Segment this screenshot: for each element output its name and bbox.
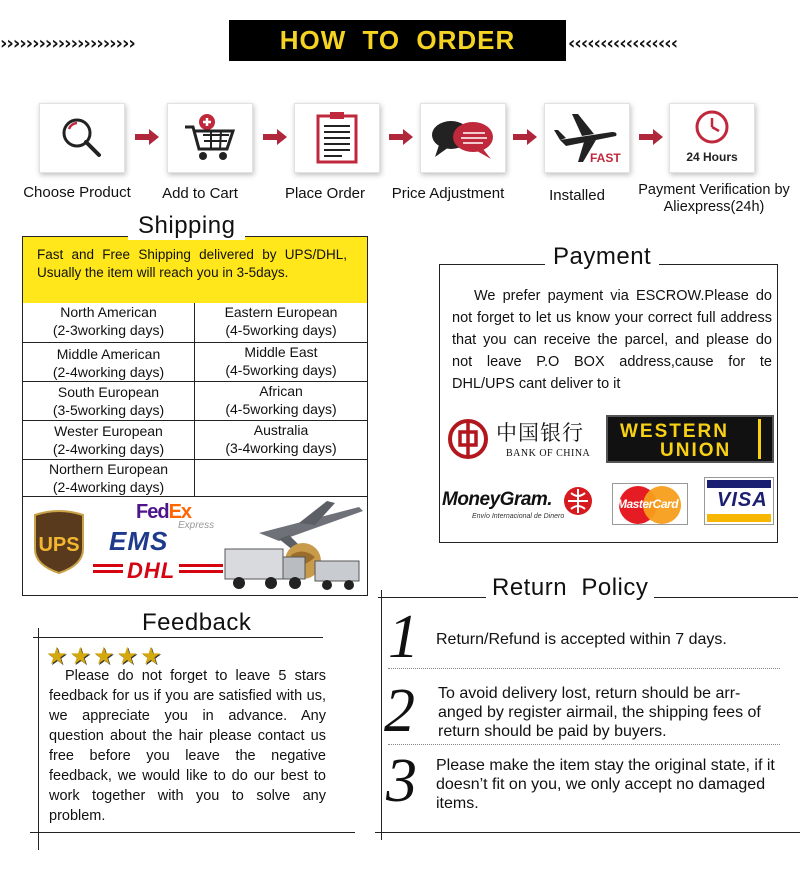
- fedex-logo: FedEx: [136, 501, 192, 523]
- feedback-bottom-line: [30, 832, 355, 833]
- region-cell: Australia (3-4working days): [195, 421, 367, 460]
- page-title: HOW TO ORDER: [229, 20, 566, 61]
- divider: [388, 668, 780, 669]
- step-add-to-cart: [167, 103, 253, 173]
- five-stars-icon: ★★★★★: [46, 643, 164, 670]
- svg-text:UPS: UPS: [38, 534, 80, 556]
- payment-text: We prefer payment via ESCROW.Please do not forget to let us know your correct full address that you can receive the parcel, and please do not leave P.O BOX address,cause for te DHL/UPS cant deliver to it: [452, 288, 772, 392]
- shipping-note: Fast and Free Shipping delivered by UPS/DHL, Usually the item will reach you in 3-5days.: [23, 237, 367, 303]
- return-number-1: 1: [388, 603, 419, 671]
- return-item-2: To avoid delivery lost, return should be arr-anged by register airmail, the shipping fees of return should be paid by buyers.: [438, 685, 761, 740]
- region-cell: South European (3-5working days): [23, 382, 195, 421]
- fedex-express-label: Express: [178, 520, 215, 531]
- bank-of-china-icon: [448, 419, 488, 459]
- clock-icon: [677, 109, 747, 167]
- shipping-table: [22, 236, 368, 596]
- magnifier-icon: [57, 113, 107, 163]
- return-item-3: Please make the item stay the original state, if it doesn’t fit on you, we only accept no damaged items.: [436, 757, 775, 812]
- chevron-decoration-right: ‹‹‹‹‹‹‹‹‹‹‹‹‹‹‹‹‹: [568, 33, 678, 54]
- return-bottom-line: [375, 832, 800, 833]
- arrow-right-icon: [389, 127, 413, 147]
- arrow-right-icon: [135, 127, 159, 147]
- ems-logo: EMS: [109, 526, 169, 556]
- shipping-heading: Shipping: [128, 212, 245, 240]
- 24-hours-badge: 24 Hours: [686, 150, 738, 164]
- step-payment-verification: [669, 103, 755, 173]
- step-label-add-to-cart: Add to Cart: [162, 185, 238, 202]
- return-item-1: Return/Refund is accepted within 7 days.: [436, 631, 727, 648]
- step-place-order: [294, 103, 380, 173]
- return-policy-heading: Return Policy: [486, 574, 654, 602]
- truck-plane-globe-icon: [219, 499, 365, 593]
- payment-box: [439, 264, 778, 543]
- airplane-icon: [552, 110, 622, 166]
- dhl-logo: DHL: [93, 560, 223, 582]
- moneygram-globe-icon: [562, 485, 594, 517]
- region-cell: Middle East (4-5working days): [195, 343, 367, 382]
- region-cell: Middle American (2-4working days): [23, 343, 195, 382]
- region-cell: Northern European (2-4working days): [23, 460, 195, 497]
- visa-logo: VISA: [704, 477, 774, 525]
- step-label-place-order: Place Order: [284, 185, 366, 202]
- step-price-adjustment: [420, 103, 506, 173]
- carrier-logos: [23, 497, 367, 595]
- arrow-right-icon: [639, 127, 663, 147]
- speech-bubbles-icon: [429, 113, 497, 163]
- bank-of-china-logo: 中国银行 BANK OF CHINA: [448, 415, 598, 463]
- region-cell: Wester European (2-4working days): [23, 421, 195, 460]
- step-installed: [544, 103, 630, 173]
- region-cell: North American (2-3working days): [23, 303, 195, 343]
- return-left-line: [381, 590, 382, 840]
- moneygram-logo: MoneyGram. Envío Internacional de Dinero: [442, 489, 596, 525]
- step-label-price-adjustment: Price Adjustment: [391, 185, 505, 202]
- western-union-logo: WESTERN UNION: [606, 415, 774, 463]
- feedback-text: Please do not forget to leave 5 stars feedback for us if you are satisfied with us, we appreciate you in advance. Any question about the hair please contact us free before you leave the negative feedback, we would like to do our best to work together with you to solve any problem.: [49, 668, 326, 824]
- region-cell-empty: [195, 460, 367, 497]
- fast-badge: FAST: [590, 151, 621, 165]
- ups-logo-icon: [31, 509, 87, 575]
- region-cell: African (4-5working days): [195, 382, 367, 421]
- chevron-decoration-left: ›››››››››››››››››››››: [0, 33, 135, 54]
- region-cell: Eastern European (4-5working days): [195, 303, 367, 343]
- return-number-3: 3: [386, 747, 417, 815]
- arrow-right-icon: [263, 127, 287, 147]
- return-number-2: 2: [384, 677, 415, 745]
- feedback-left-line: [38, 628, 39, 850]
- feedback-top-line: [33, 637, 323, 638]
- step-choose-product: [39, 103, 125, 173]
- divider: [388, 744, 780, 745]
- step-label-payment-verification: Payment Verification by Aliexpress(24h): [638, 182, 790, 215]
- arrow-right-icon: [513, 127, 537, 147]
- clipboard-icon: [312, 110, 362, 166]
- step-label-installed: Installed: [549, 187, 605, 204]
- feedback-heading: Feedback: [134, 609, 259, 637]
- payment-heading: Payment: [545, 243, 659, 271]
- step-label-choose-product: Choose Product: [23, 184, 131, 201]
- cart-icon: [181, 113, 239, 163]
- mastercard-logo: MasterCard: [612, 483, 688, 525]
